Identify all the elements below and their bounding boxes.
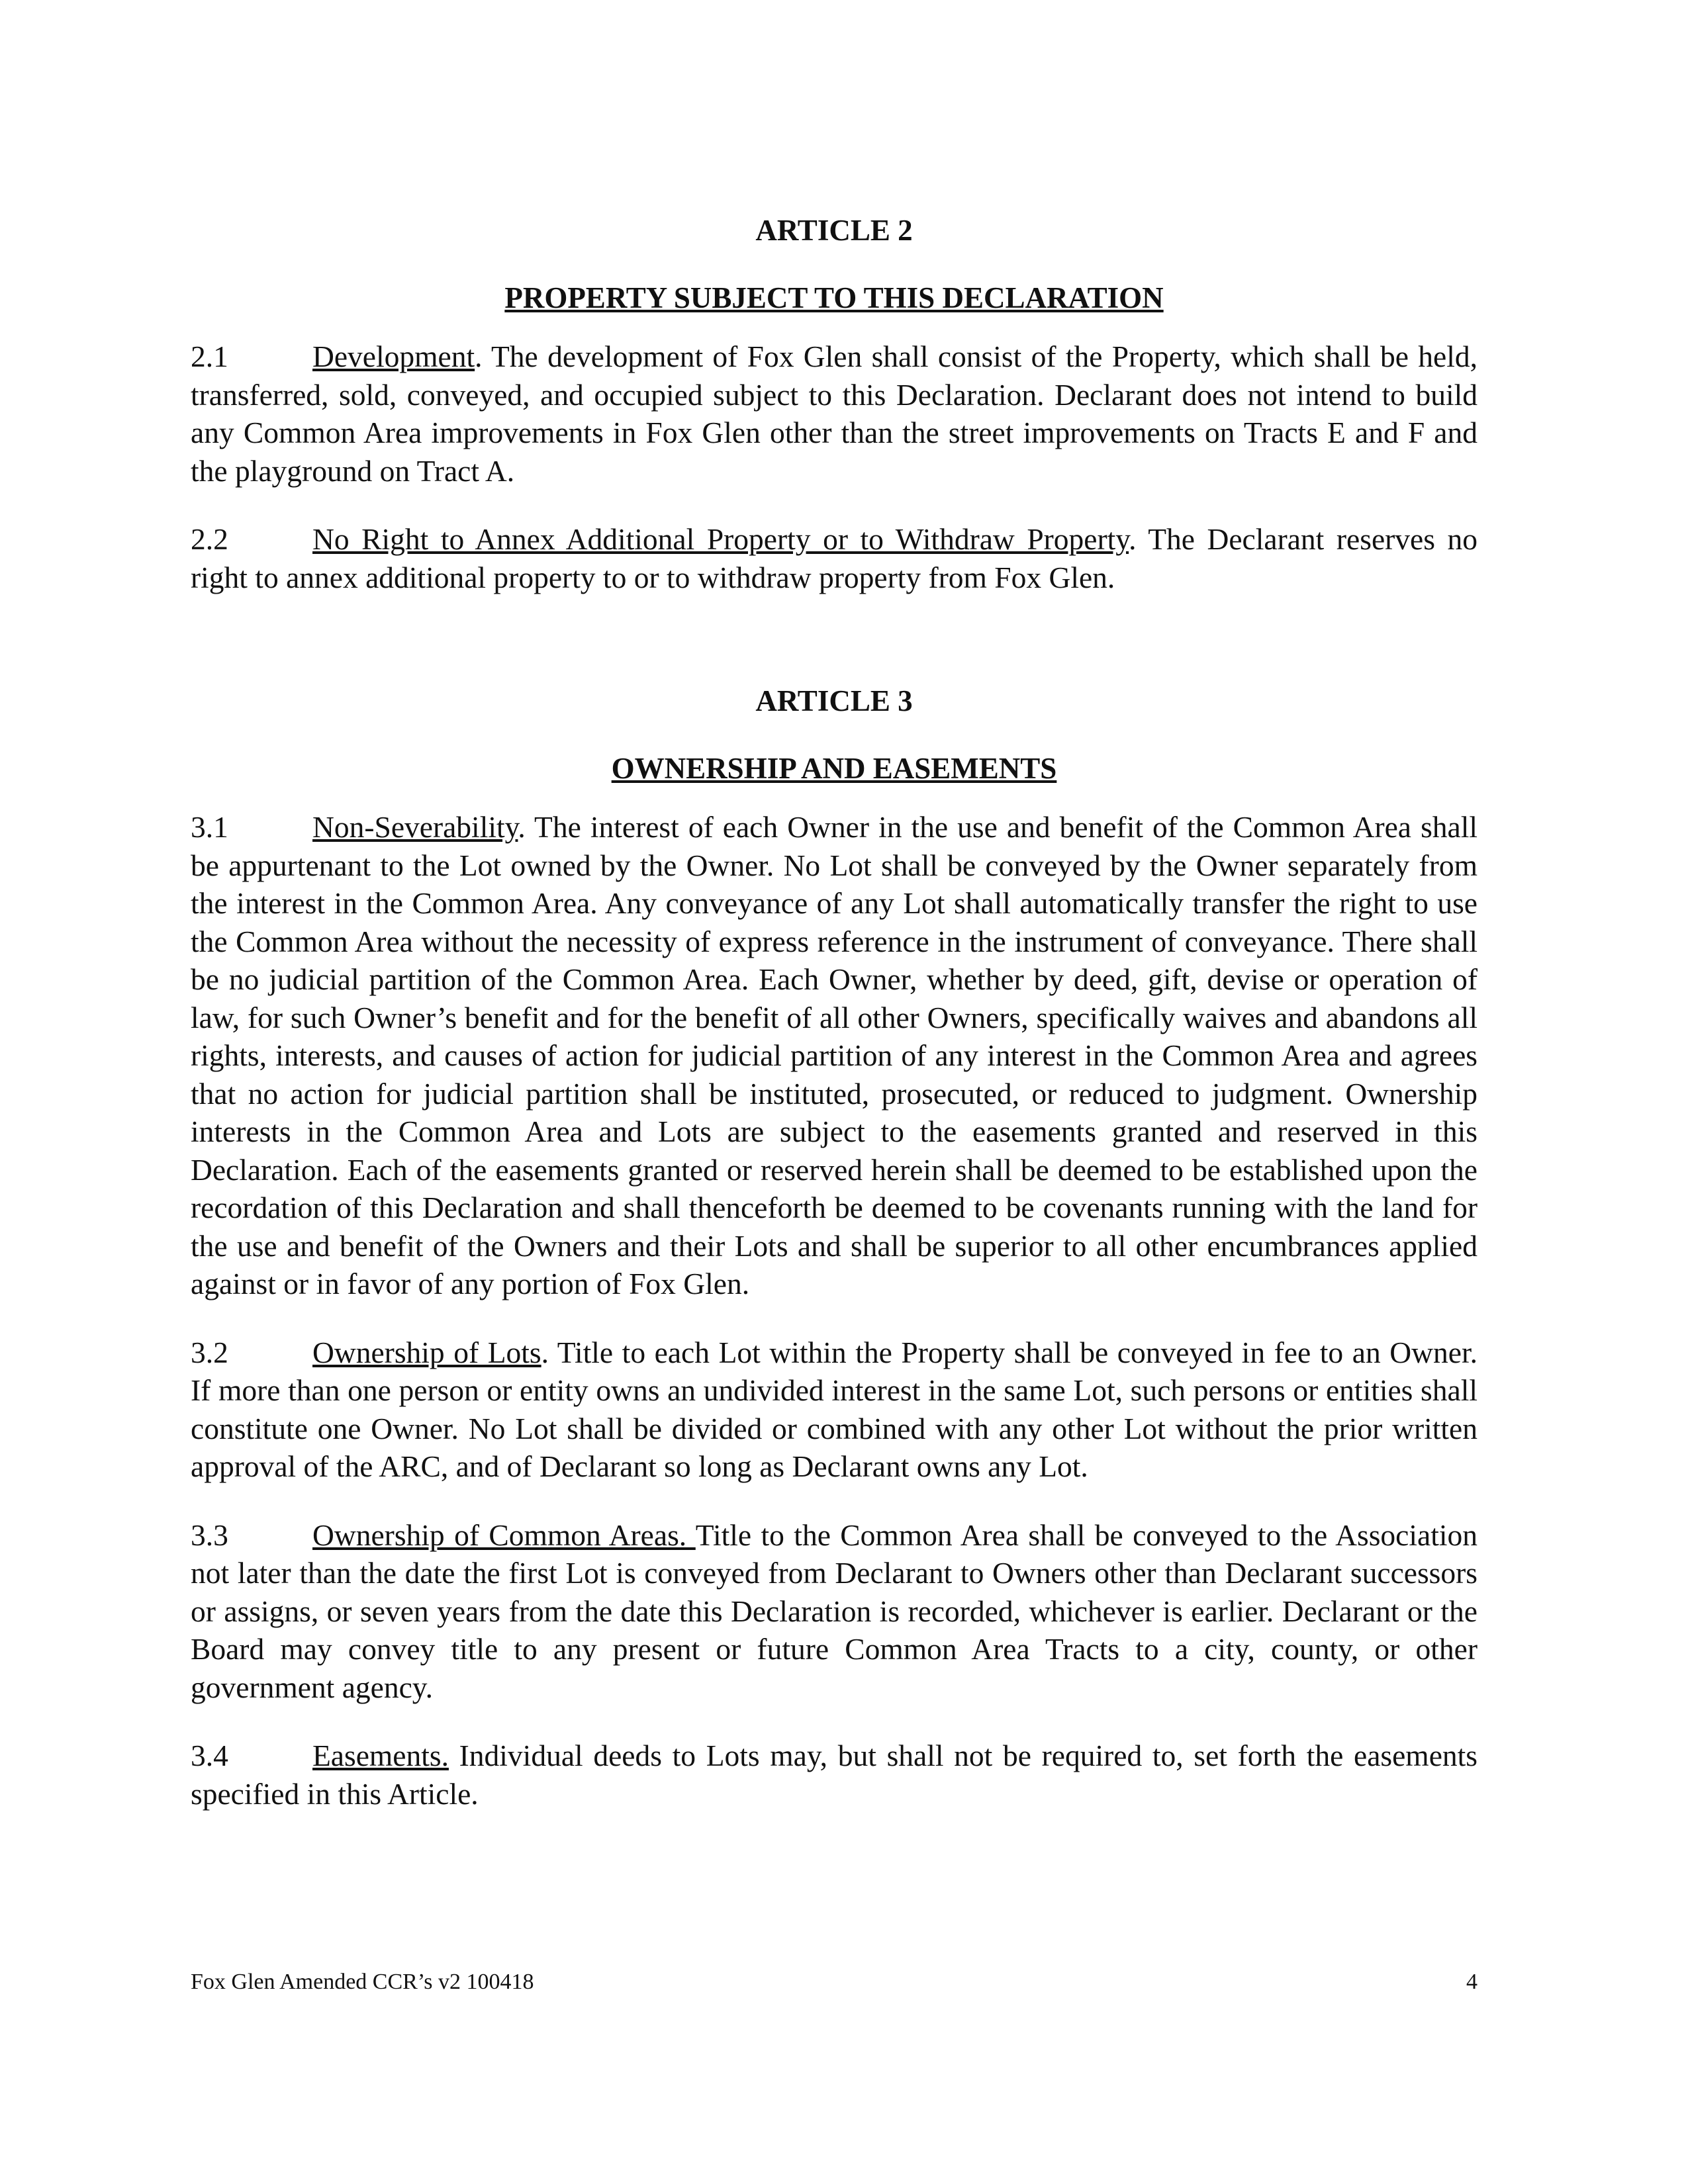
article-3-number: ARTICLE 3 [755,684,913,717]
document-page [191,212,1477,1843]
section-text: . Title to each Lot within the Property shall be conveyed in fee to an Owner. If more than one person or entity owns an undivided interest in the same Lot, such persons or entities shall constitute one Owner. No Lot shall be divided or combined with any other Lot without the prior written approval of the ARC, and of Declarant so long as Declarant owns any Lot. [191,1335,1477,1483]
section-text: . The development of Fox Glen shall consist of the Property, which shall be held, transferred, sold, conveyed, and occupied subject to this Declaration. Declarant does not intend to build any Common Area improvements in Fox Glen other than the street improvements on Tracts E and F and the playground on Tract A. [191,340,1477,488]
section-heading: Non-Severability [312,810,518,844]
section-text: Title to the Common Area shall be conveyed to the Association not later than the date the first Lot is conveyed from Declarant to Owners other than Declarant successors or assigns, or seven years from the date this Declaration is recorded, whichever is earlier. Declarant or the Board may convey title to any present or future Common Area Tracts to a city, county, or other government agency. [191,1518,1477,1704]
section-3-4 [191,1737,1477,1813]
section-heading: Ownership of Common Areas. [312,1518,696,1552]
section-3-1 [191,808,1477,1303]
section-3-3 [191,1516,1477,1707]
section-number: 2.1 [191,340,228,373]
section-number: 3.1 [191,810,228,844]
section-text: . The Declarant reserves no right to annex additional property to or to withdraw property from Fox Glen. [191,522,1477,594]
section-number: 3.3 [191,1518,228,1552]
section-heading: Ownership of Lots [312,1335,541,1369]
page-number: 4 [1466,1970,1477,1994]
section-heading: No Right to Annex Additional Property or to Withdraw Property [312,522,1129,556]
article-3-title: OWNERSHIP AND EASEMENTS [611,752,1057,785]
article-2-title: PROPERTY SUBJECT TO THIS DECLARATION [504,281,1164,314]
section-3-2 [191,1334,1477,1486]
section-2-2 [191,520,1477,596]
section-2-1 [191,338,1477,490]
article-2-number: ARTICLE 2 [755,214,913,247]
section-number: 3.4 [191,1739,228,1772]
section-heading: Easements. [312,1739,449,1772]
article-spacer [191,627,1477,682]
section-number: 2.2 [191,522,228,556]
footer-document-id: Fox Glen Amended CCR’s v2 100418 [191,1970,534,1994]
section-text: Individual deeds to Lots may, but shall not be required to, set forth the easements specified in this Article. [191,1739,1477,1811]
section-number: 3.2 [191,1335,228,1369]
section-text: . The interest of each Owner in the use and benefit of the Common Area shall be appurtenant to the Lot owned by the Owner. No Lot shall be conveyed by the Owner separately from the interest in the Common Area. Any conveyance of any Lot shall automatically transfer the right to use the Common Area without the necessity of express reference in the instrument of conveyance. There shall be no judicial partition of the Common Area. Each Owner, whether by deed, gift, devise or operation of law, for such Owner’s benefit and for the benefit of all other Owners, specifically waives and abandons all rights, interests, and causes of action for judicial partition of any interest in the Common Area and agrees that no action for judicial partition shall be instituted, prosecuted, or reduced to judgment. Ownership interests in the Common Area and Lots are subject to the easements granted and reserved in this Declaration. Each of the easements granted or reserved herein shall be deemed to be established upon the recordation of this Declaration and shall thenceforth be deemed to be covenants running with the land for the use and benefit of the Owners and their Lots and shall be superior to all other encumbrances applied against or in favor of any portion of Fox Glen. [191,810,1477,1300]
section-heading: Development [312,340,475,373]
